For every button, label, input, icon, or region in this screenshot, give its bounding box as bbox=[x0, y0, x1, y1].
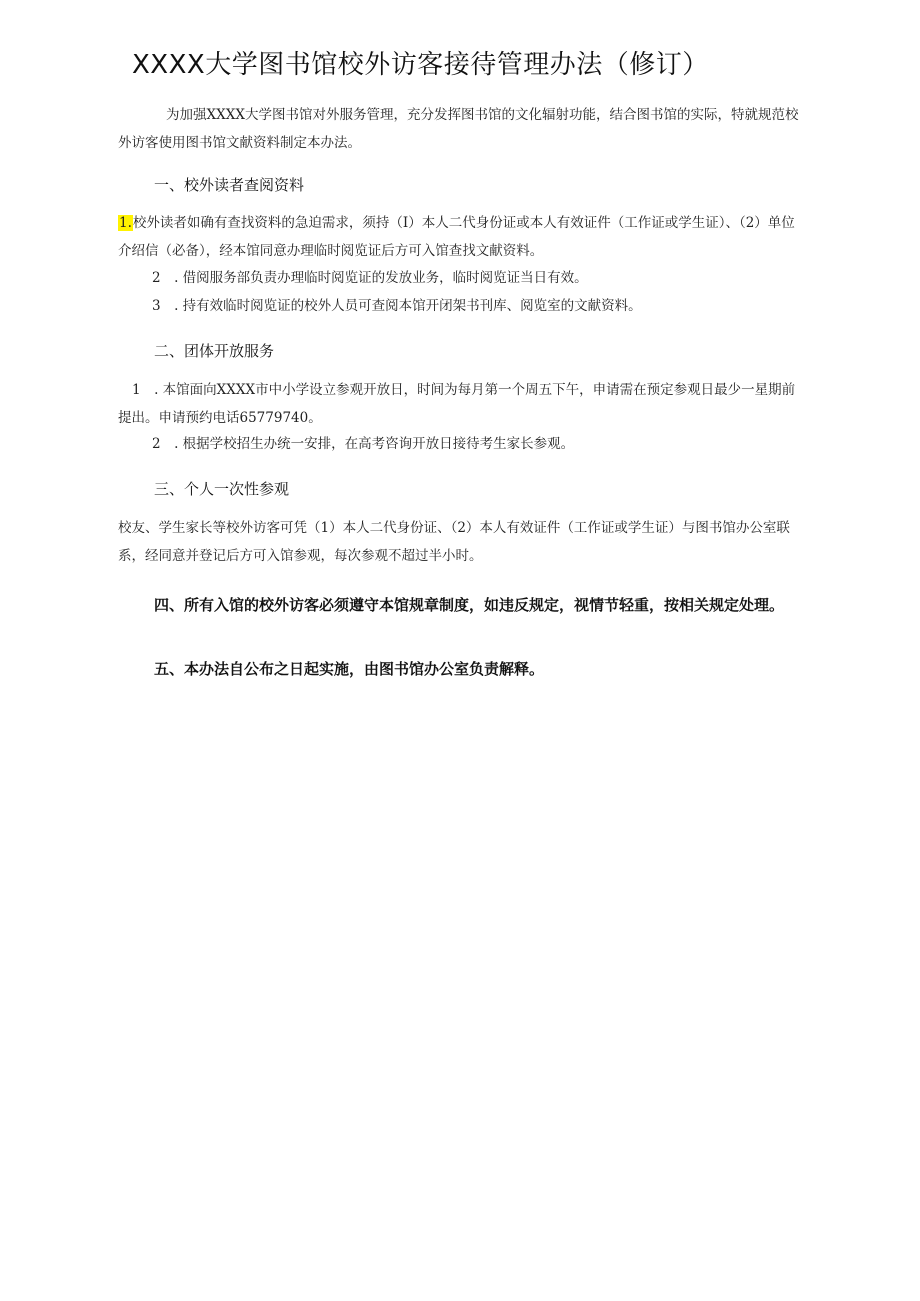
highlighted-number: 1. bbox=[119, 215, 132, 231]
section2-item2: 2 . 根据学校招生办统一安排，在高考咨询开放日接待考生家长参观。 bbox=[152, 436, 575, 452]
section5-heading: 五、本办法自公布之日起实施，由图书馆办公室负责解释。 bbox=[154, 660, 545, 678]
section2-heading: 二、团体开放服务 bbox=[154, 342, 275, 360]
document-title: XXXX大学图书馆校外访客接待管理办法（修订） bbox=[132, 50, 709, 80]
intro-paragraph: 为加强XXXX大学图书馆对外服务管理，充分发挥图书馆的文化辐射功能，结合图书馆的实际，特就规范校外访客使用图书馆文献资料制定本办法。 bbox=[118, 107, 799, 151]
section1-item1-text: 校外读者如确有查找资料的急迫需求，须持（I）本人二代身份证或本人有效证件（工作证或学生证）、（2）单位介绍信（必备），经本馆同意办理临时阅览证后方可入馆查找文献资料。 bbox=[118, 215, 795, 259]
section3-heading: 三、个人一次性参观 bbox=[154, 480, 290, 498]
section3-paragraph: 校友、学生家长等校外访客可凭（1）本人二代身份证、（2）本人有效证件（工作证或学生证）与图书馆办公室联系，经同意并登记后方可入馆参观，每次参观不超过半小时。 bbox=[118, 520, 790, 564]
section1-item1 bbox=[118, 209, 808, 265]
section4-heading: 四、所有入馆的校外访客必须遵守本馆规章制度，如违反规定，视情节轻重，按相关规定处理。 bbox=[154, 596, 785, 614]
section2-item1: 1 . 本馆面向XXXX市中小学设立参观开放日，时间为每月第一个周五下午，申请需在预定参观日最少一星期前提出。申请预约电话65779740。 bbox=[118, 382, 796, 426]
section1-heading: 一、校外读者查阅资料 bbox=[154, 176, 305, 194]
section1-item3: 3 . 持有效临时阅览证的校外人员可查阅本馆开闭架书刊库、阅览室的文献资料。 bbox=[152, 298, 642, 314]
section1-item2: 2 . 借阅服务部负责办理临时阅览证的发放业务，临时阅览证当日有效。 bbox=[152, 270, 588, 286]
